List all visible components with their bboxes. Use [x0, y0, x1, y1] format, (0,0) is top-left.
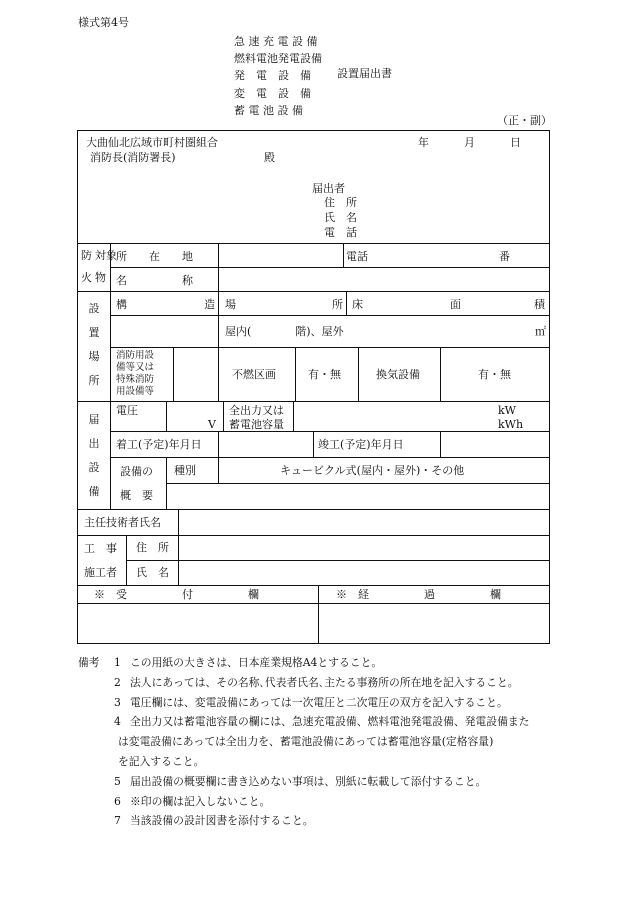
place-label-b: 所 — [332, 298, 343, 311]
title-line-2: 燃料電池発電設備 — [234, 52, 322, 66]
notifier-phone-label: 電 話 — [324, 226, 357, 239]
summary-label-a: 設備の — [120, 465, 153, 478]
notes — [78, 653, 558, 831]
output-label-b: 蓄電池容量 — [229, 418, 284, 431]
notification-form — [77, 130, 550, 644]
note-number: 7 — [114, 814, 121, 828]
note-item — [78, 712, 558, 732]
note-item — [78, 673, 558, 693]
title-line-4: 変 電 設 備 — [234, 86, 311, 100]
target-phone-label: 電話 — [346, 250, 368, 263]
rule — [78, 535, 549, 536]
honorific: 殿 — [264, 151, 275, 164]
title-line-5: 蓄 電 池 設 備 — [234, 103, 303, 117]
fire-equipment-1: 消防用設 — [116, 350, 155, 361]
note-continuation — [78, 752, 558, 772]
rule — [218, 291, 219, 347]
contractor-label-b: 施工者 — [84, 566, 117, 579]
structure-label-a: 構 — [116, 298, 127, 311]
unit-kw: kW — [498, 404, 516, 417]
phone-unit: 番 — [499, 250, 510, 263]
type-label: 種別 — [174, 464, 196, 477]
place-label-a: 場 — [225, 298, 236, 311]
rule — [110, 315, 549, 316]
install-side-4: 所 — [88, 374, 100, 387]
install-side-3: 場 — [88, 350, 100, 363]
note-number: 3 — [114, 695, 121, 709]
rule — [110, 347, 549, 348]
note-item — [78, 653, 558, 673]
floor-area-b: 面 — [450, 298, 461, 311]
square-meter-unit: ㎡ — [535, 325, 546, 338]
equip-side-4: 備 — [88, 485, 100, 498]
target-location-label: 所 在 地 — [116, 250, 193, 263]
equip-side-3: 設 — [88, 461, 100, 474]
rule — [110, 457, 549, 458]
target-label-c: 物 — [95, 271, 106, 284]
rule — [318, 585, 319, 644]
target-label-b: 対象 — [95, 249, 117, 262]
unit-kwh: kWh — [498, 418, 524, 431]
reception-column-label: ※ 受 付 欄 — [94, 588, 259, 601]
notes-label: 備考 — [78, 656, 100, 669]
floor-area-a: 床 — [352, 298, 363, 311]
rule — [166, 457, 167, 509]
note-text: この用紙の大きさは、日本産業規格A4とすること。 — [130, 656, 383, 669]
note-number: 1 — [114, 656, 121, 669]
note-item — [78, 811, 558, 831]
rule — [110, 401, 111, 509]
rule — [440, 431, 441, 457]
association-name: 大曲仙北広域市町村圏組合 — [86, 136, 218, 149]
note-text: 法人にあっては、その名称､代表者氏名､主たる事務所の所在地を記入すること。 — [130, 675, 519, 689]
note-text: 届出設備の概要欄に書き込めない事項は、別紙に転載して添付すること。 — [130, 774, 487, 788]
rule — [110, 431, 549, 432]
note-text: 全出力又は蓄電池容量の欄には、急速充電設備、燃料電池発電設備、発電設備また — [130, 715, 530, 729]
fire-chief: 消防長(消防署長) — [90, 151, 176, 164]
rule — [178, 535, 179, 585]
note-text: は変電設備にあっては全出力を、蓄電池設備にあっては蓄電池容量(定格容量) — [118, 735, 494, 749]
install-side-2: 置 — [88, 326, 100, 339]
note-number: 4 — [114, 715, 121, 729]
rule — [166, 483, 549, 484]
voltage-unit: V — [208, 418, 216, 431]
rule — [440, 347, 441, 402]
rule — [78, 509, 549, 510]
notifier-label: 届出者 — [312, 182, 345, 195]
fire-equipment-2: 備等又は — [116, 362, 155, 373]
output-label-a: 全出力又は — [229, 404, 284, 417]
cubicle-options: キュービクル式(屋内・屋外)・その他 — [280, 464, 465, 477]
rule — [78, 291, 549, 292]
title-line-1: 急 速 充 電 設 備 — [234, 35, 318, 48]
fire-equipment-4: 用設備等 — [116, 386, 155, 397]
rule — [358, 347, 359, 402]
note-number: 2 — [114, 675, 121, 689]
note-text: 当該設備の設計図書を添付すること。 — [130, 814, 314, 828]
copy-type: （正・副） — [497, 114, 552, 127]
rule — [178, 509, 179, 535]
note-item — [78, 772, 558, 792]
noncombustible-label: 不燃区画 — [232, 368, 276, 381]
rule — [78, 401, 549, 402]
start-date-label: 着工(予定)年月日 — [116, 438, 202, 451]
rule — [223, 401, 224, 431]
form-title — [234, 33, 322, 119]
rule — [313, 431, 314, 457]
rule — [110, 243, 111, 402]
note-continuation — [78, 732, 558, 752]
rule — [295, 347, 296, 402]
voltage-label: 電圧 — [116, 404, 138, 417]
structure-label-b: 造 — [204, 298, 215, 311]
rule — [293, 401, 294, 431]
note-text: ※印の欄は記入しないこと。 — [130, 794, 271, 808]
form-number: 様式第4号 — [78, 16, 129, 29]
target-name-label: 名 称 — [116, 274, 193, 287]
progress-column-label: ※ 経 過 欄 — [336, 588, 501, 601]
ventilation-choice: 有・無 — [478, 368, 511, 381]
date-day: 日 — [510, 136, 521, 149]
rule — [78, 243, 549, 244]
contractor-name-label: 氏 名 — [136, 566, 169, 579]
summary-label-b: 概 要 — [120, 489, 153, 502]
ventilation-label: 換気設備 — [376, 368, 420, 381]
rule — [110, 267, 549, 268]
title-suffix: 設置届出書 — [337, 67, 392, 80]
fire-equipment-3: 特殊消防 — [116, 374, 155, 385]
rule — [343, 243, 344, 267]
date-month: 月 — [464, 136, 475, 149]
noncombustible-choice: 有・無 — [308, 368, 341, 381]
contractor-label-a: 工 事 — [84, 542, 117, 555]
indoor-floor: 屋内( 階)、屋外 — [225, 325, 344, 338]
note-text: を記入すること。 — [118, 754, 205, 768]
contractor-address-label: 住 所 — [136, 541, 169, 554]
note-number: 6 — [114, 794, 121, 808]
title-line-3: 発 電 設 備 — [234, 69, 311, 83]
rule — [218, 431, 219, 457]
date-year: 年 — [418, 136, 429, 149]
rule — [78, 603, 549, 604]
rule — [166, 401, 167, 431]
rule — [218, 457, 219, 483]
note-number: 5 — [114, 774, 121, 788]
notifier-address-label: 住 所 — [324, 196, 357, 209]
note-text: 電圧欄には、変電設備にあっては一次電圧と二次電圧の双方を記入すること。 — [130, 695, 508, 709]
notifier-name-label: 氏 名 — [324, 211, 357, 224]
rule — [218, 243, 219, 291]
rule — [173, 347, 174, 402]
rule — [78, 585, 549, 586]
rule — [346, 291, 347, 315]
target-label-a: 防 — [81, 249, 92, 262]
equip-side-1: 届 — [88, 413, 100, 426]
note-item — [78, 693, 558, 713]
engineer-label: 主任技術者氏名 — [84, 516, 161, 529]
complete-date-label: 竣工(予定)年月日 — [318, 438, 404, 451]
rule — [218, 347, 219, 402]
install-side-1: 設 — [88, 302, 100, 315]
rule — [126, 535, 127, 585]
floor-area-c: 積 — [534, 298, 545, 311]
note-item — [78, 792, 558, 812]
rule — [126, 560, 549, 561]
equip-side-2: 出 — [88, 437, 100, 450]
target-label-d: 火 — [81, 271, 92, 284]
